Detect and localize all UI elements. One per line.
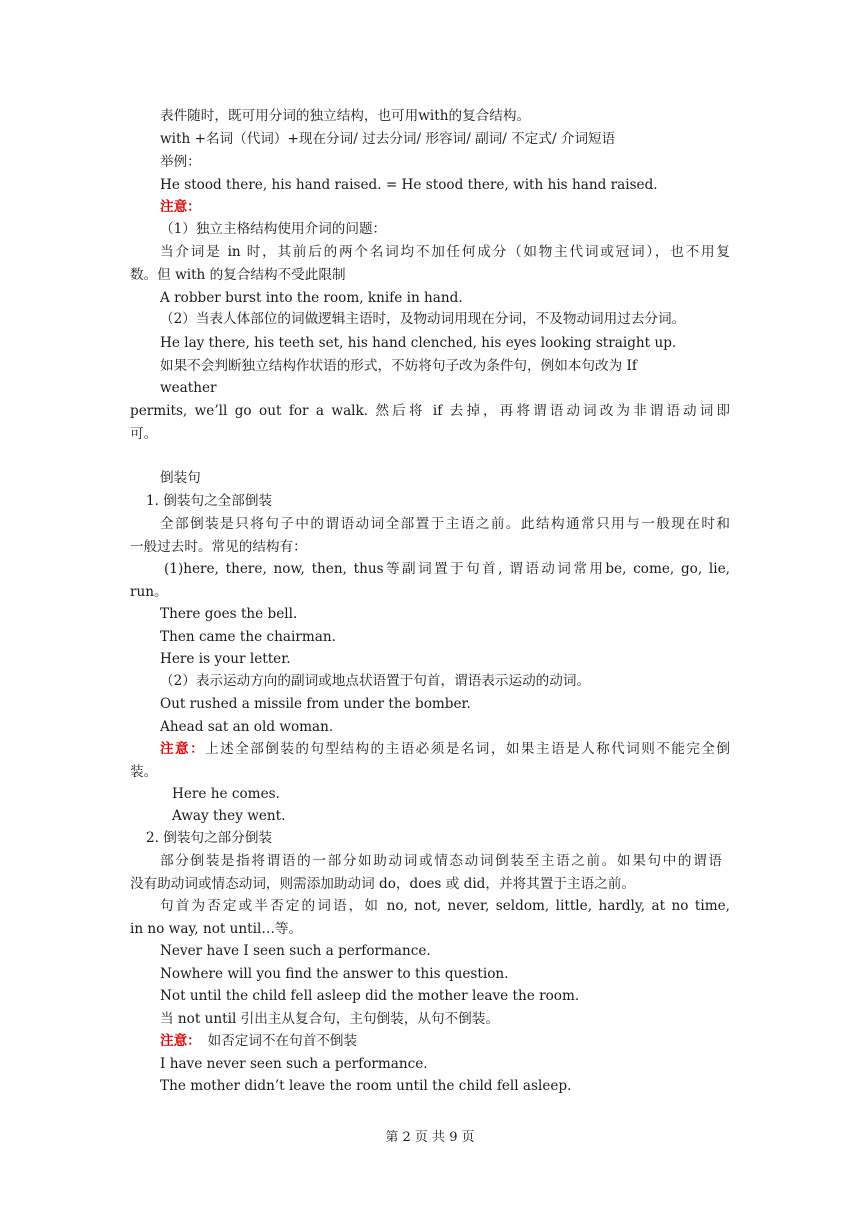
text-line: run。	[130, 584, 168, 600]
subsection-heading: 1. 倒装句之全部倒装	[146, 493, 273, 509]
example-line: Here he comes.	[172, 786, 280, 802]
text-line: 全部倒装是只将句子中的谓语动词全部置于主语之前。此结构通常只用与一般现在时和	[160, 516, 730, 532]
text-line: 装。	[130, 764, 158, 780]
note-line: 注意： 如否定词不在句首不倒装	[160, 1033, 358, 1049]
text-line: 一般过去时。常见的结构有：	[130, 539, 307, 555]
example-line: There goes the bell.	[160, 606, 298, 622]
example-line: Then came the chairman.	[160, 629, 336, 645]
note-label: 注意：	[160, 741, 206, 757]
subsection-heading: 2. 倒装句之部分倒装	[146, 830, 273, 846]
section-heading: 倒装句	[160, 470, 201, 486]
text-line: 表件随时，既可用分词的独立结构，也可用with的复合结构。	[160, 108, 531, 124]
text-line: 句首为否定或半否定的词语，如 no, not, never, seldom, little, hardly, at no time,	[160, 898, 730, 914]
text-line: in no way, not until…等。	[130, 921, 303, 937]
example-line: Here is your letter.	[160, 651, 291, 667]
text-line: 举例：	[160, 154, 201, 170]
note-line: 注意：上述全部倒装的句型结构的主语必须是名词，如果主语是人称代词则不能完全倒	[160, 741, 731, 757]
example-line: Ahead sat an old woman.	[160, 719, 334, 735]
note-label: 注意：	[160, 199, 201, 215]
text-line: A robber burst into the room, knife in hand.	[160, 290, 463, 306]
text-line: with +名词（代词）+现在分词/ 过去分词/ 形容词/ 副词/ 不定式/ 介词短语	[160, 131, 616, 147]
text-line: 当 not until 引出主从复合句，主句倒装，从句不倒装。	[160, 1011, 499, 1027]
text-line: He lay there, his teeth set, his hand clenched, his eyes looking straight up.	[160, 335, 677, 351]
text-line: （2）表示运动方向的副词或地点状语置于句首，谓语表示运动的动词。	[160, 673, 591, 689]
example-line: The mother didn’t leave the room until the child fell asleep.	[160, 1078, 572, 1094]
text-line: weather	[160, 380, 217, 396]
example-line: I have never seen such a performance.	[160, 1056, 428, 1072]
example-line: Out rushed a missile from under the bomber.	[160, 696, 471, 712]
text-line: He stood there, his hand raised. = He stood there, with his hand raised.	[160, 177, 658, 193]
text-line: （1）独立主格结构使用介词的问题：	[160, 221, 387, 237]
text-line: 没有助动词或情态动词，则需添加助动词 do，does 或 did，并将其置于主语之前。	[130, 876, 635, 892]
page-footer: 第 2 页 共 9 页	[385, 1130, 475, 1145]
text-line: （2）当表人体部位的词做逻辑主语时，及物动词用现在分词，不及物动词用过去分词。	[160, 311, 686, 327]
text-line: 当介词是 in 时，其前后的两个名词均不加任何成分（如物主代词或冠词），也不用复	[160, 244, 730, 260]
example-line: Away they went.	[172, 808, 286, 824]
example-line: Nowhere will you find the answer to this question.	[160, 966, 509, 982]
text-line: 数。但 with 的复合结构不受此限制	[130, 267, 346, 283]
note-label: 注意：	[160, 1033, 194, 1049]
text-line: 如果不会判断独立结构作状语的形式，不妨将句子改为条件句，例如本句改为 If	[160, 358, 637, 374]
text-line: 可。	[130, 426, 158, 442]
text-line: 部分倒装是指将谓语的一部分如助动词或情态动词倒装至主语之前。如果句中的谓语	[160, 853, 722, 869]
example-line: Not until the child fell asleep did the mother leave the room.	[160, 988, 580, 1004]
example-line: Never have I seen such a performance.	[160, 943, 431, 959]
text-line: (1)here, there, now, then, thus等副词置于句首, 谓语动词常用be, come, go, lie,	[164, 561, 730, 577]
text-line: permits, we’ll go out for a walk. 然后将 if 去掉，再将谓语动词改为非谓语动词即	[130, 403, 730, 419]
note-line	[160, 197, 201, 219]
